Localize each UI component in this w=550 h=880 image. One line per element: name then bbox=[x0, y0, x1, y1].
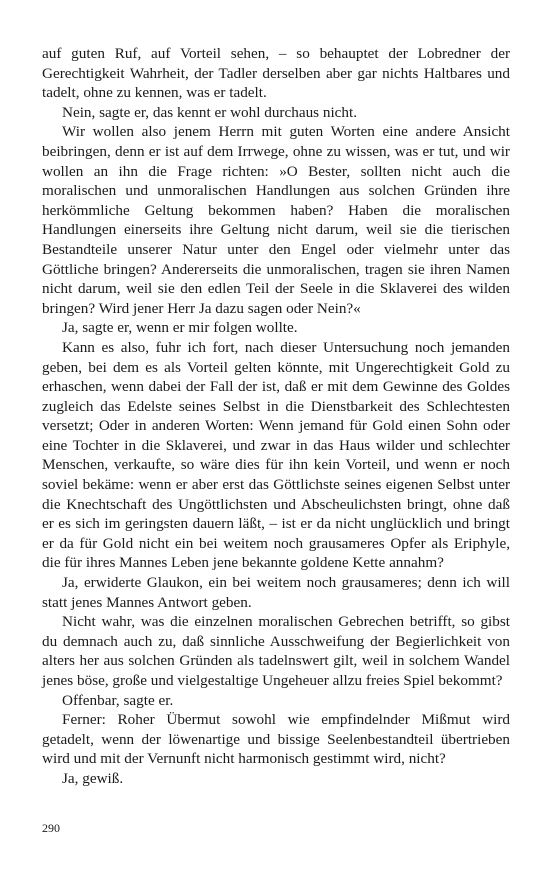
paragraph: Offenbar, sagte er. bbox=[62, 691, 174, 709]
paragraph: Ja, sagte er, wenn er mir folgen wollte. bbox=[62, 319, 298, 337]
paragraph: Ja, erwiderte Glaukon, ein bei weitem noch grausameres; denn ich will statt jenes Mannes Antwort geben. bbox=[42, 574, 510, 611]
paragraph: auf guten Ruf, auf Vorteil sehen, – so behauptet der Lobredner der Gerechtigkeit Wahrheit, der Tadler derselben aber gar nichts Haltbares und tadelt, ohne zu kennen, was er tadelt. bbox=[42, 45, 510, 102]
paragraph: Nein, sagte er, das kennt er wohl durchaus nicht. bbox=[62, 103, 358, 121]
paragraph: Wir wollen also jenem Herrn mit guten Worten eine andere Ansicht beibringen, denn er ist auf dem Irrwege, ohne zu wissen, was er tut, und wir wollen an ihn die Frage richten: »O Bester, sollten nicht auch die moralischen und unmoralischen Handlungen aus solchen Gründen ihre herkömmliche Geltung bekommen haben? Haben die moralischen Handlungen einerseits ihre Geltung nicht darum, weil sie die tierischen Bestandteile unserer Natur unter den Engel oder vielmehr unter das Göttliche bringen? Andererseits die unmoralischen, tragen sie ihren Namen nicht darum, weil sie den edlen Teil der Seele in die Sklaverei des wilden bringen? Wird jener Herr Ja dazu sagen oder Nein?« bbox=[42, 123, 510, 317]
paragraph: Nicht wahr, was die einzelnen moralischen Gebrechen betrifft, so gibst du demnach auch zu, daß sinnliche Ausschweifung der Begierlichkeit von alters her aus solchen Gründen als tadelnswert gilt, weil in solchem Wandel jenes böse, große und vielgestaltige Ungeheuer allzu freies Spiel bekommt? bbox=[42, 613, 510, 689]
page-number: 290 bbox=[42, 821, 60, 835]
paragraph: Kann es also, fuhr ich fort, nach dieser Untersuchung noch jemanden geben, bei dem es als Vorteil gelten könnte, mit Ungerechtigkeit Gold zu erhaschen, wenn dabei der Fall der ist, daß er mit dem Gewinne des Goldes zugleich das Edelste seines Selbst in die Dienstbarkeit des Schlechtesten versetzt; Oder in anderen Worten: Wenn jemand für Gold einen Sohn oder eine Tochter in die Sklaverei, und zwar in das Haus wilder und schlechter Menschen, verkaufte, so wäre dies für ihn kein Vorteil, und wenn er noch soviel bekäme: wenn er aber erst das Göttlichste seines eigenen Selbst unter die Knechtschaft des Ungöttlichsten und Abscheulichsten bringt, ohne daß er es sich im geringsten dauern läßt, – ist er da nicht unglücklich und bringt er da für Gold nicht ein bei weitem noch grausameres Opfer als Eriphyle, die für ihres Mannes Leben jene bekannte goldene Kette annahm? bbox=[42, 338, 510, 572]
paragraph: Ferner: Roher Übermut sowohl wie empfindelnder Mißmut wird getadelt, wenn der löwenartige und bissige Seelenbestandteil übertrieben wird und mit der Vernunft nicht harmonisch gestimmt wird, nicht? bbox=[42, 711, 510, 768]
paragraph: Ja, gewiß. bbox=[62, 769, 124, 787]
page-body bbox=[42, 44, 510, 789]
